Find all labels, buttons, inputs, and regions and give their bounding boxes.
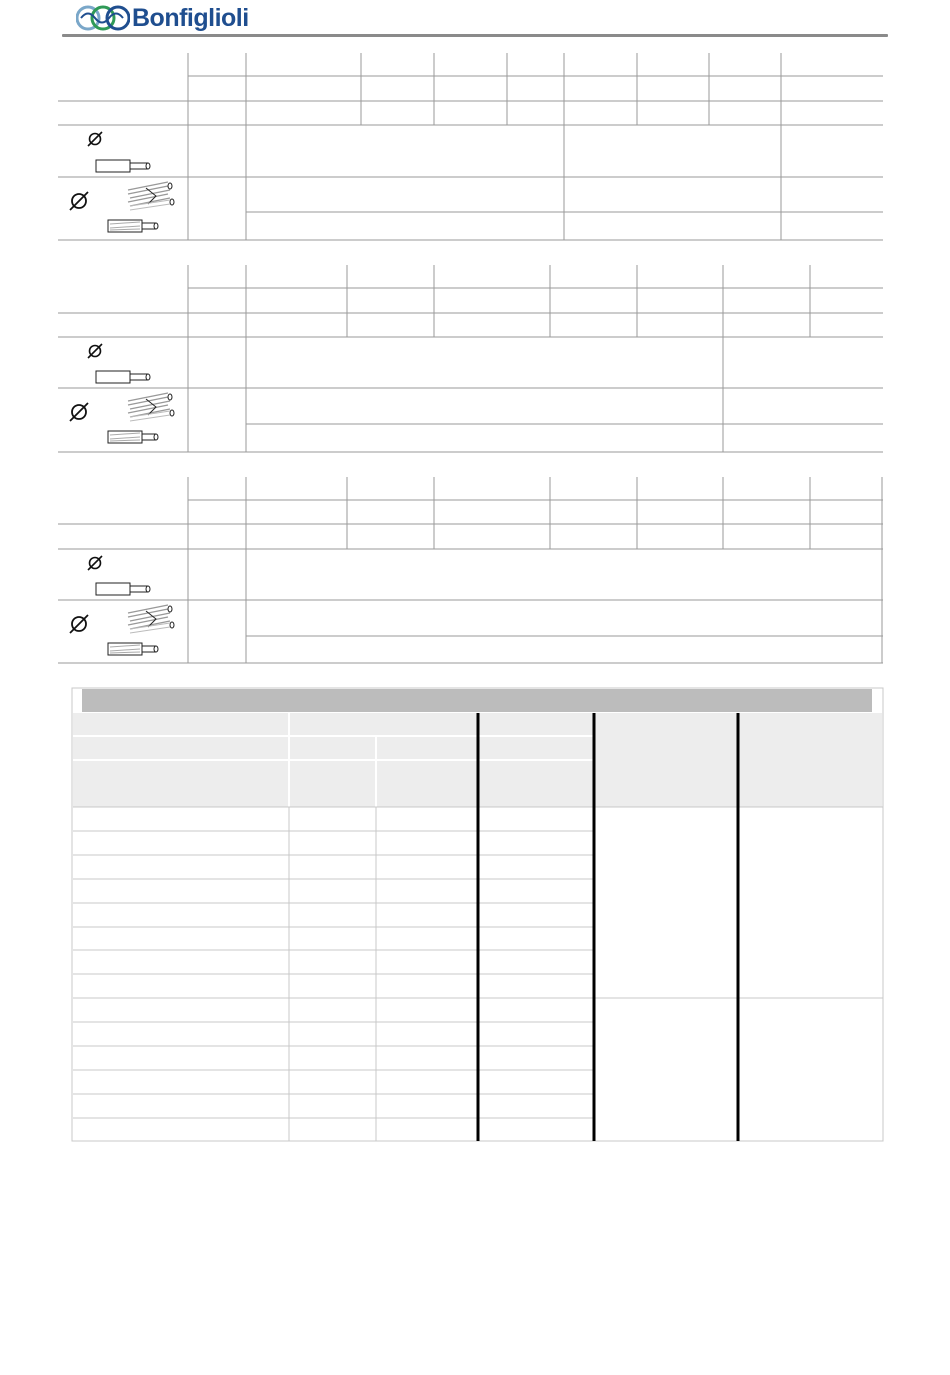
lower-data-table <box>72 688 883 1141</box>
diameter-symbol-icon <box>70 615 88 633</box>
terminal-table-1 <box>58 53 883 240</box>
brand-name: Bonfiglioli <box>132 3 249 32</box>
terminal-table-2 <box>58 265 883 452</box>
diameter-symbol-icon <box>88 344 102 358</box>
terminal-table-3 <box>58 477 883 663</box>
stranded-conductor-icon <box>128 605 174 633</box>
diameter-symbol-icon <box>70 192 88 210</box>
ferrule-conductor-icon <box>108 220 158 232</box>
solid-conductor-icon <box>96 583 150 595</box>
solid-conductor-icon <box>96 160 150 172</box>
diameter-symbol-icon <box>70 403 88 421</box>
diameter-symbol-icon <box>88 132 102 146</box>
title-band <box>82 689 872 712</box>
ferrule-conductor-icon <box>108 643 158 655</box>
stranded-conductor-icon <box>128 182 174 210</box>
solid-conductor-icon <box>96 371 150 383</box>
diameter-symbol-icon <box>88 556 102 570</box>
stranded-conductor-icon <box>128 393 174 421</box>
ferrule-conductor-icon <box>108 431 158 443</box>
